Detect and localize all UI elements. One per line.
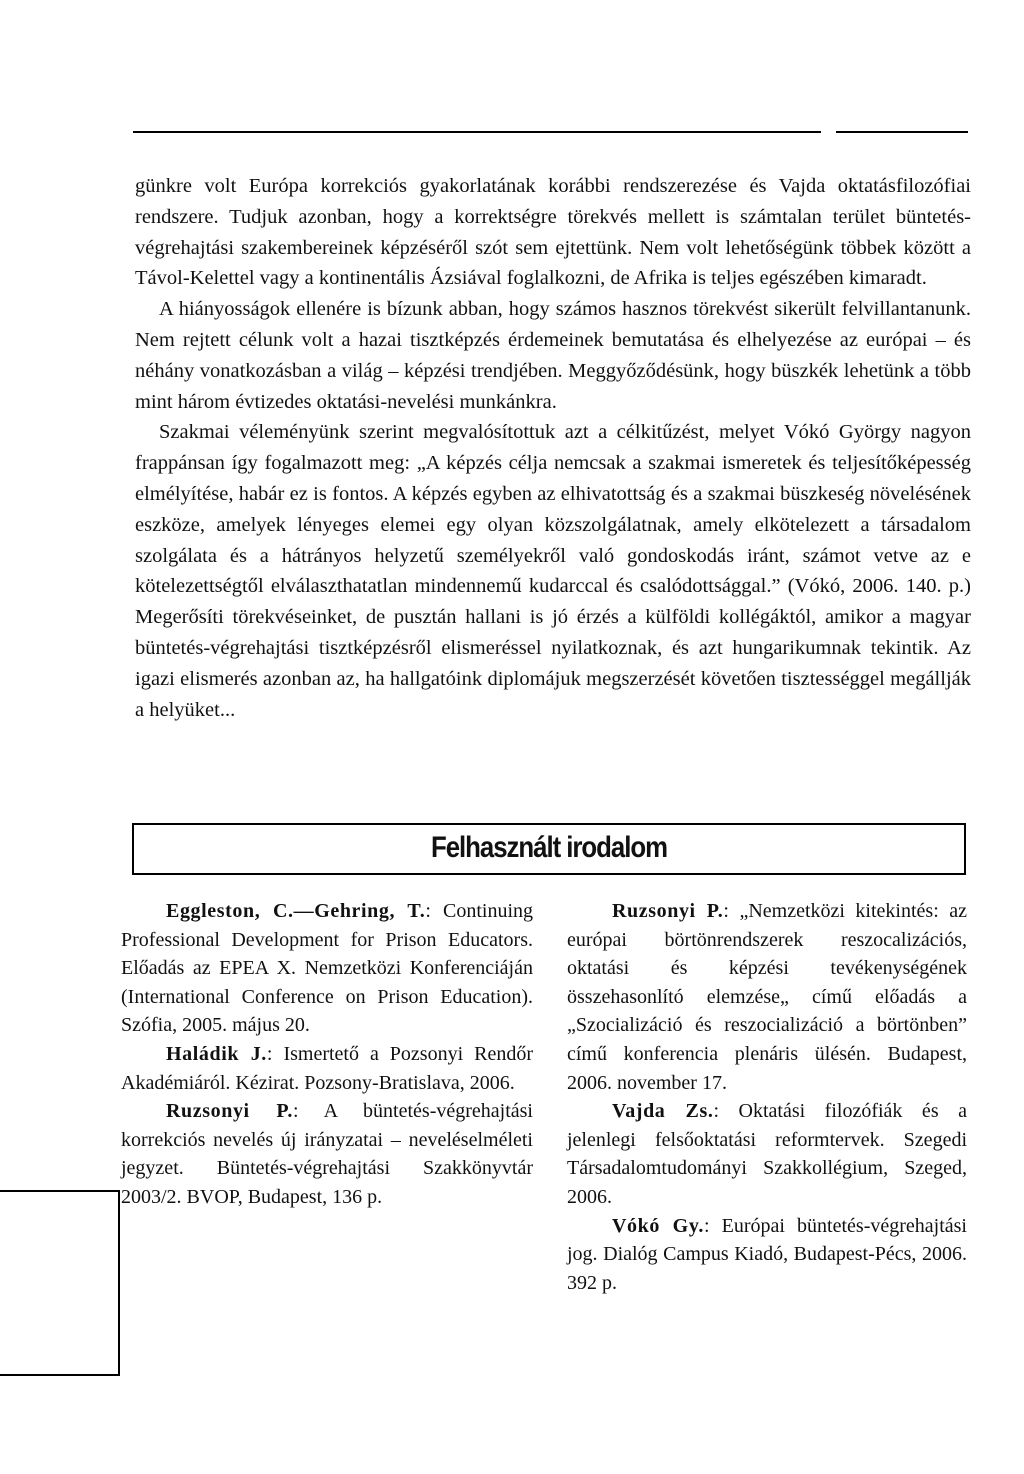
references-left-column: [121, 897, 533, 1212]
reference-item: [121, 1040, 533, 1097]
body-paragraph-1: günkre volt Európa korrekciós gyakorlatának korábbi rendszerezése és Vajda oktatásfilozófiai rendszere. Tudjuk azonban, hogy a korrektségre törekvés mellett is számtalan terület büntetés-végrehajtási szakembereinek képzéséről szót sem ejtettünk. Nem volt lehetőségünk többek között a Távol-Kelettel vagy a kontinentális Ázsiával foglalkozni, de Afrika is teljes egészében kimaradt.: [135, 175, 971, 290]
reference-text: : „Nemzetközi kitekintés: az európai börtönrendszerek reszocalizációs, oktatási és képzési tevékenységének összehasonlító elemzése„ című előadás a „Szocializáció és reszocializáció a börtönben” című konferencia plenáris ülésén. Budapest, 2006. november 17.: [567, 900, 967, 1094]
margin-box: [0, 1190, 120, 1376]
reference-author: Ruzsonyi P.: [612, 900, 724, 922]
body-text: [135, 171, 971, 725]
references-heading-box: [132, 823, 966, 875]
top-rule-short: [836, 131, 968, 133]
reference-text: : A büntetés-végrehajtási korrekciós nevelés új irányzatai – neveléselméleti jegyzet. Büntetés-végrehajtási Szakkönyvtár 2003/2. BVOP, Budapest, 136 p.: [121, 1100, 533, 1208]
reference-item: [567, 1212, 967, 1298]
reference-text: : Európai büntetés-végrehajtási jog. Dialóg Campus Kiadó, Budapest-Pécs, 2006. 392 p.: [567, 1214, 967, 1294]
reference-item: [567, 1097, 967, 1211]
reference-item: [121, 1097, 533, 1211]
reference-author: Vajda Zs.: [612, 1100, 714, 1123]
body-paragraph-3: Szakmai véleményünk szerint megvalósítottuk azt a célkitűzést, melyet Vókó György nagyon frappánsan így fogalmazott meg: „A képzés célja nemcsak a szakmai ismeretek és teljesítőképesség elmélyítése, habár ez is fontos. A képzés egyben az elhivatottság és a szakmai büszkeség növelésének eszköze, amelyek lényeges elemei egy olyan közszolgálatnak, amely elkötelezett a társadalom szolgálata és a hátrányos helyzetű személyekről való gondoskodás iránt, számot vetve az e kötelezettségtől elválaszthatatlan mindennemű kudarccal és csalódottsággal.” (Vókó, 2006. 140. p.) Megerősíti törekvéseinket, de pusztán hallani is jó érzés a külföldi kollégáktól, amikor a magyar büntetés-végrehajtási tisztképzésről elismeréssel nyilatkoznak, és azt hungarikumnak tekintik. Az igazi elismerés azonban az, ha hallgatóink diplomájuk megszerzését követően tisztességgel megállják a helyüket...: [135, 421, 971, 721]
references-heading: Felhasznált irodalom: [431, 831, 667, 864]
reference-author: Eggleston, C.—Gehring, T.: [166, 900, 426, 922]
reference-author: Vókó Gy.: [612, 1214, 704, 1237]
references-right-column: [567, 897, 967, 1297]
reference-text: : Continuing Professional Development for Prison Educators. Előadás az EPEA X. Nemzetközi Konferenciáján (International Conference on Prison Education). Szófia, 2005. május 20.: [121, 900, 533, 1037]
reference-item: [121, 897, 533, 1040]
reference-text: : Ismertető a Pozsonyi Rendőr Akadémiáról. Kézirat. Pozsony-Bratislava, 2006.: [121, 1042, 533, 1094]
reference-text: : Oktatási filozófiák és a jelenlegi felsőoktatási reformtervek. Szegedi Társadalomtudományi Szakkollégium, Szeged, 2006.: [567, 1100, 967, 1208]
top-rule: [133, 131, 821, 133]
reference-item: [567, 897, 967, 1097]
reference-author: Ruzsonyi P.: [166, 1100, 294, 1123]
reference-author: Haládik J.: [166, 1042, 267, 1065]
body-paragraph-2: A hiányosságok ellenére is bízunk abban, hogy számos hasznos törekvést sikerült felvillantanunk. Nem rejtett célunk volt a hazai tisztképzés érdemeinek bemutatása és elhelyezése az európai – és néhány vonatkozásban a világ – képzési trendjében. Meggyőződésünk, hogy büszkék lehetünk a több mint három évtizedes oktatási-nevelési munkánkra.: [135, 298, 971, 413]
